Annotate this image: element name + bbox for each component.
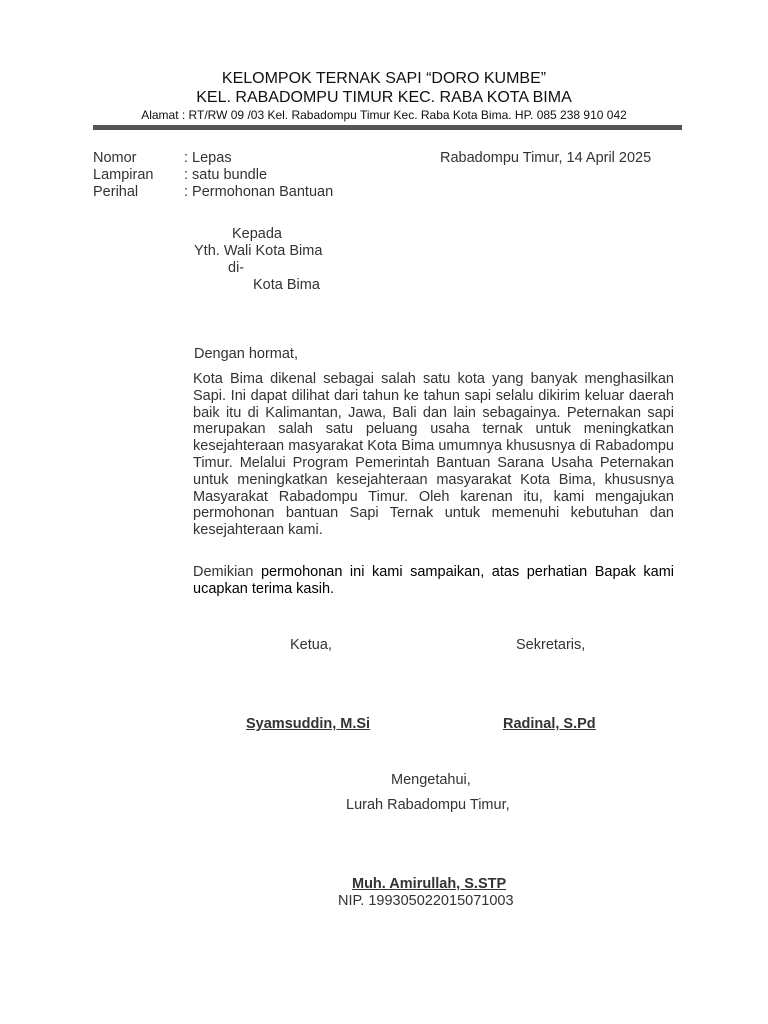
letterhead-subtitle: KEL. RABADOMPU TIMUR KEC. RABA KOTA BIMA [196, 89, 572, 106]
closing-rest: permohonan ini kami sampaikan, atas perhatian Bapak kami ucapkan terima kasih. [193, 564, 674, 597]
perihal-value: : Permohonan Bantuan [184, 184, 334, 200]
recipient-di: di- [228, 260, 245, 276]
ketua-name: Syamsuddin, M.Si [246, 716, 371, 732]
nomor-label: Nomor [93, 150, 137, 166]
lurah-name: Muh. Amirullah, S.STP [352, 876, 507, 892]
nomor-value: : Lepas [184, 150, 232, 166]
lurah-nip: NIP. 199305022015071003 [338, 893, 514, 909]
ketua-title: Ketua, [290, 637, 332, 653]
closing-paragraph [193, 564, 674, 598]
closing-start: Demikian [193, 564, 254, 580]
letterhead-divider [93, 125, 682, 130]
letterhead-title: KELOMPOK TERNAK SAPI “DORO KUMBE” [221, 70, 547, 87]
salutation: Dengan hormat, [194, 346, 298, 362]
sekretaris-name: Radinal, S.Pd [503, 716, 596, 732]
recipient-city: Kota Bima [253, 277, 320, 293]
recipient-yth: Yth. Wali Kota Bima [194, 243, 323, 259]
lampiran-label: Lampiran [93, 167, 154, 183]
sekretaris-title: Sekretaris, [516, 637, 586, 653]
lurah-title: Lurah Rabadompu Timur, [346, 797, 510, 813]
body-paragraph: Kota Bima dikenal sebagai salah satu kota yang banyak menghasilkan Sapi. Ini dapat dilihat dari tahun ke tahun sapi selalu dikirim keluar daerah baik itu di Kalimantan, Jawa, Bali dan lain sebagainya. Peternakan sapi merupakan salah satu peluang usaha ternak untuk meningkatkan kesejahteraan masyarakat Kota Bima umumnya khususnya di Rabadompu Timur. Melalui Program Pemerintah Bantuan Sarana Usaha Peternakan untuk meningkatkan kesejahteraan masyarakat Kota Bima, khususnya Masyarakat Rabadompu Timur. Oleh karenan itu, kami mengajukan permohonan bantuan Sapi Ternak untuk memenuhi kebutuhan dan kesejahteraan kami. [193, 371, 674, 539]
lampiran-value: : satu bundle [184, 167, 268, 183]
place-date: Rabadompu Timur, 14 April 2025 [440, 150, 652, 166]
recipient-kepada: Kepada [232, 226, 282, 242]
mengetahui-label: Mengetahui, [391, 772, 471, 788]
letterhead-address: Alamat : RT/RW 09 /03 Kel. Rabadompu Timur Kec. Raba Kota Bima. HP. 085 238 910 042 [141, 108, 627, 122]
perihal-label: Perihal [93, 184, 139, 200]
